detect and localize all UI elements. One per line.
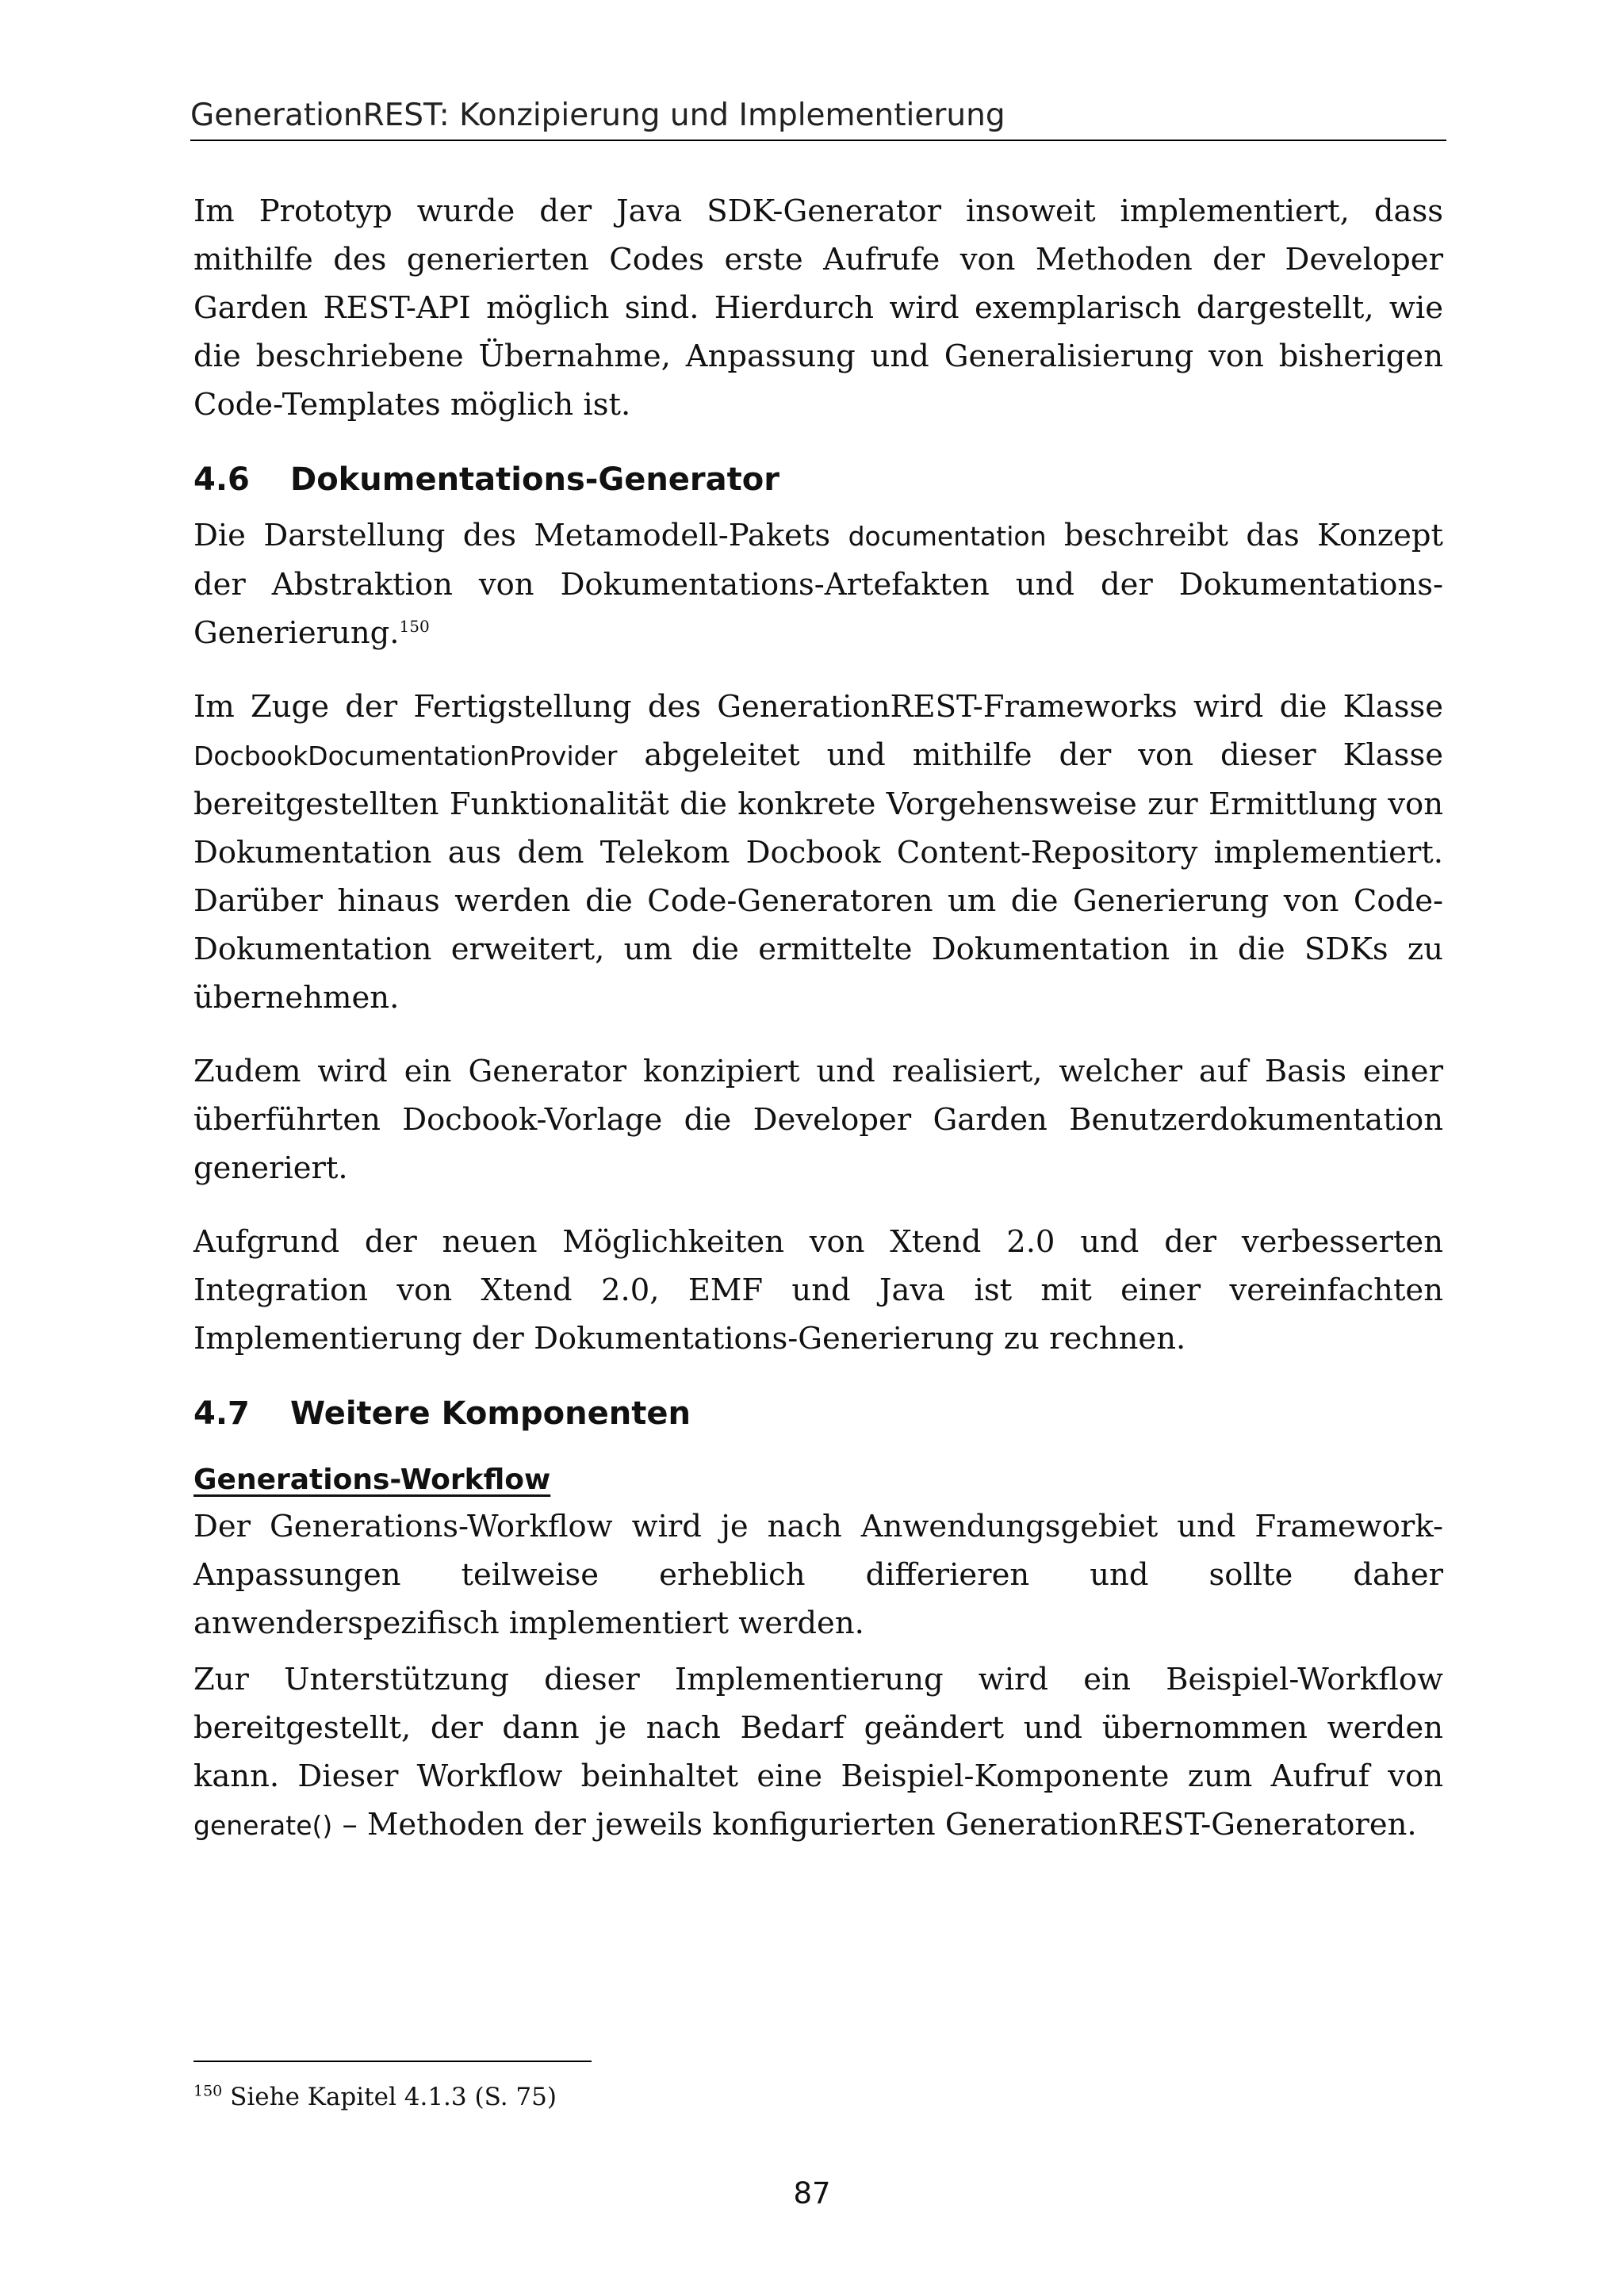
paragraph-generator: Zudem wird ein Generator konzipiert und realisiert, welcher auf Basis einer überführten Docbook-Vorlage die Developer Garden Benutzerdokumentation generiert. — [193, 1054, 1443, 1186]
footnote-divider — [193, 2061, 592, 2062]
footnote-text: Siehe Kapitel 4.1.3 (S. 75) — [222, 2083, 557, 2111]
footnote-number: 150 — [193, 2082, 223, 2100]
subheading-generations-workflow: Generations-Workflow — [193, 1464, 551, 1496]
section-title: Dokumentations-Generator — [290, 461, 779, 498]
page-body — [193, 187, 1443, 1850]
section-number: 4.7 — [193, 1395, 250, 1432]
section-heading-4-7 — [193, 1390, 1443, 1437]
code-term: documentation — [848, 521, 1047, 552]
section-heading-4-6 — [193, 456, 1443, 503]
text-segment: Im Zuge der Fertigstellung des GenerationREST-Frameworks wird die Klasse — [193, 689, 1443, 725]
footnote-reference: 150 — [399, 617, 430, 637]
text-segment: abgeleitet und mithilfe der von dieser Klasse bereitgestellten Funktionalität die konkrete Vorgehensweise zur Ermittlung von Dokumentation aus dem Telekom Docbook Content-Repository implementiert. Darüber hinaus werden die Code-Generatoren um die Generierung von Code-Dokumentation erweitert, um die ermittelte Dokumentation in die SDKs zu übernehmen. — [193, 737, 1443, 1016]
code-term: generate() — [193, 1810, 333, 1841]
text-segment: Die Darstellung des Metamodell-Pakets — [193, 518, 848, 553]
paragraph-xtend: Aufgrund der neuen Möglichkeiten von Xtend 2.0 und der verbesserten Integration von Xtend 2.0, EMF und Java ist mit einer vereinfachten Implementierung der Dokumentations-Generierung zu rechnen. — [193, 1224, 1443, 1357]
text-segment: beschreibt das Konzept der Abstraktion von Dokumentations-Artefakten und der Dokumentations-Generierung. — [193, 518, 1443, 651]
section-title: Weitere Komponenten — [290, 1395, 691, 1432]
footnote — [193, 2079, 557, 2115]
text-segment: – Methoden der jeweils konfigurierten GenerationREST-Generatoren. — [332, 1807, 1417, 1843]
paragraph-workflow: Der Generations-Workflow wird je nach Anwendungsgebiet und Framework-Anpassungen teilweise erheblich differieren und sollte daher anwenderspezifisch implementiert werden. — [193, 1509, 1443, 1641]
page-number: 87 — [793, 2176, 831, 2210]
code-term: DocbookDocumentationProvider — [193, 740, 618, 771]
paragraph-docbook-provider — [193, 683, 1443, 1022]
paragraph-documentation-package — [193, 511, 1443, 657]
text-segment: Zur Unterstützung dieser Implementierung wird ein Beispiel-Workflow bereitgestellt, der dann je nach Bedarf geändert und übernommen werden kann. Dieser Workflow beinhaltet eine Beispiel-Komponente zum Aufruf von — [193, 1662, 1443, 1794]
paragraph-example-workflow — [193, 1655, 1443, 1850]
section-number: 4.6 — [193, 461, 250, 498]
running-header-title: GenerationREST: Konzipierung und Implementierung — [190, 98, 1005, 133]
intro-paragraph: Im Prototyp wurde der Java SDK-Generator insoweit implementiert, dass mithilfe des generierten Codes erste Aufrufe von Methoden der Developer Garden REST-API möglich sind. Hierdurch wird exemplarisch dargestellt, wie die beschriebene Übernahme, Anpassung und Generalisierung von bisherigen Code-Templates möglich ist. — [193, 193, 1443, 423]
running-header — [190, 94, 1446, 141]
